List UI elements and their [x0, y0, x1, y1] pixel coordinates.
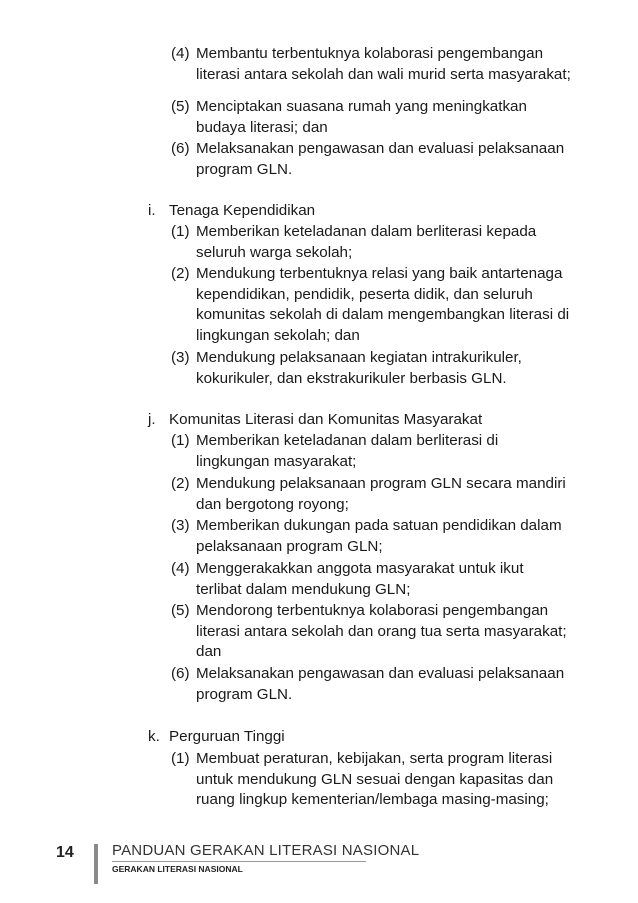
- item-number: (4): [171, 560, 190, 577]
- list-item: [171, 222, 596, 263]
- list-item: [171, 559, 596, 600]
- item-line: Membantu terbentuknya kolaborasi pengembangan: [196, 45, 544, 62]
- section-heading-k: [148, 727, 568, 748]
- page-footer: [0, 840, 638, 900]
- item-line: dan bergotong royong;: [196, 495, 349, 513]
- section-letter: i.: [148, 202, 156, 219]
- item-number: (1): [171, 432, 190, 449]
- section-heading-j: [148, 410, 568, 431]
- page-number: 14: [56, 844, 74, 861]
- item-line: Mendukung pelaksanaan program GLN secara mandiri: [196, 475, 566, 492]
- footer-title: PANDUAN GERAKAN LITERASI NASIONAL: [112, 842, 420, 859]
- item-line: literasi antara sekolah dan orang tua serta masyarakat;: [196, 622, 567, 640]
- item-number: (2): [171, 475, 190, 492]
- item-number: (5): [171, 602, 190, 619]
- item-line: untuk mendukung GLN sesuai dengan kapasitas dan: [196, 770, 554, 788]
- item-number: (6): [171, 665, 190, 682]
- item-line: literasi antara sekolah dan wali murid serta masyarakat;: [196, 65, 571, 83]
- section-title: Tenaga Kependidikan: [169, 202, 316, 219]
- item-line: seluruh warga sekolah;: [196, 243, 353, 261]
- list-item: [171, 264, 596, 346]
- list-item: [171, 474, 596, 515]
- list-item: [171, 601, 596, 663]
- item-number: (6): [171, 140, 190, 157]
- item-line: Menggerakakkan anggota masyarakat untuk ikut: [196, 560, 524, 577]
- item-line: program GLN.: [196, 685, 293, 703]
- item-number: (3): [171, 517, 190, 534]
- item-line: budaya literasi; dan: [196, 118, 328, 136]
- item-line: lingkungan sekolah; dan: [196, 326, 360, 344]
- item-number: (2): [171, 265, 190, 282]
- item-number: (1): [171, 223, 190, 240]
- item-line: Mendukung pelaksanaan kegiatan intrakurikuler,: [196, 349, 522, 366]
- item-number: (4): [171, 45, 190, 62]
- item-line: kependidikan, pendidik, peserta didik, dan seluruh: [196, 285, 533, 303]
- footer-divider-bar: [94, 844, 98, 884]
- item-number: (3): [171, 349, 190, 366]
- item-line: komunitas sekolah di dalam mengembangkan literasi di: [196, 306, 570, 323]
- section-heading-i: [148, 201, 568, 222]
- item-line: Mendukung terbentuknya relasi yang baik antartenaga: [196, 265, 563, 282]
- list-item: [171, 348, 596, 389]
- item-line: Memberikan keteladanan dalam berliterasi kepada: [196, 223, 537, 240]
- list-item: [171, 664, 596, 705]
- list-item: [171, 97, 596, 138]
- item-line: Memberikan keteladanan dalam berliterasi di: [196, 432, 499, 449]
- item-line: dan: [196, 643, 222, 660]
- item-number: (1): [171, 750, 190, 767]
- item-line: Membuat peraturan, kebijakan, serta program literasi: [196, 750, 553, 767]
- item-line: terlibat dalam mendukung GLN;: [196, 580, 411, 598]
- item-line: Memberikan dukungan pada satuan pendidikan dalam: [196, 517, 562, 534]
- item-line: Melaksanakan pengawasan dan evaluasi pelaksanaan: [196, 665, 565, 682]
- footer-subtitle: GERAKAN LITERASI NASIONAL: [112, 864, 243, 874]
- section-title: Perguruan Tinggi: [169, 728, 285, 745]
- item-line: lingkungan masyarakat;: [196, 452, 357, 470]
- item-line: Melaksanakan pengawasan dan evaluasi pelaksanaan: [196, 140, 565, 157]
- item-line: program GLN.: [196, 160, 293, 178]
- list-item: [171, 749, 596, 811]
- footer-rule: [112, 861, 366, 862]
- item-line: pelaksanaan program GLN;: [196, 537, 383, 555]
- item-line: ruang lingkup kementerian/lembaga masing-masing;: [196, 791, 549, 808]
- item-number: (5): [171, 98, 190, 115]
- section-letter: k.: [148, 728, 160, 745]
- section-title: Komunitas Literasi dan Komunitas Masyarakat: [169, 411, 483, 428]
- item-line: kokurikuler, dan ekstrakurikuler berbasis GLN.: [196, 369, 507, 387]
- section-letter: j.: [148, 411, 156, 428]
- item-line: Menciptakan suasana rumah yang meningkatkan: [196, 98, 527, 115]
- item-line: Mendorong terbentuknya kolaborasi pengembangan: [196, 602, 549, 619]
- list-item: [171, 516, 596, 557]
- list-item: [171, 44, 596, 85]
- list-item: [171, 431, 596, 472]
- list-item: [171, 139, 596, 180]
